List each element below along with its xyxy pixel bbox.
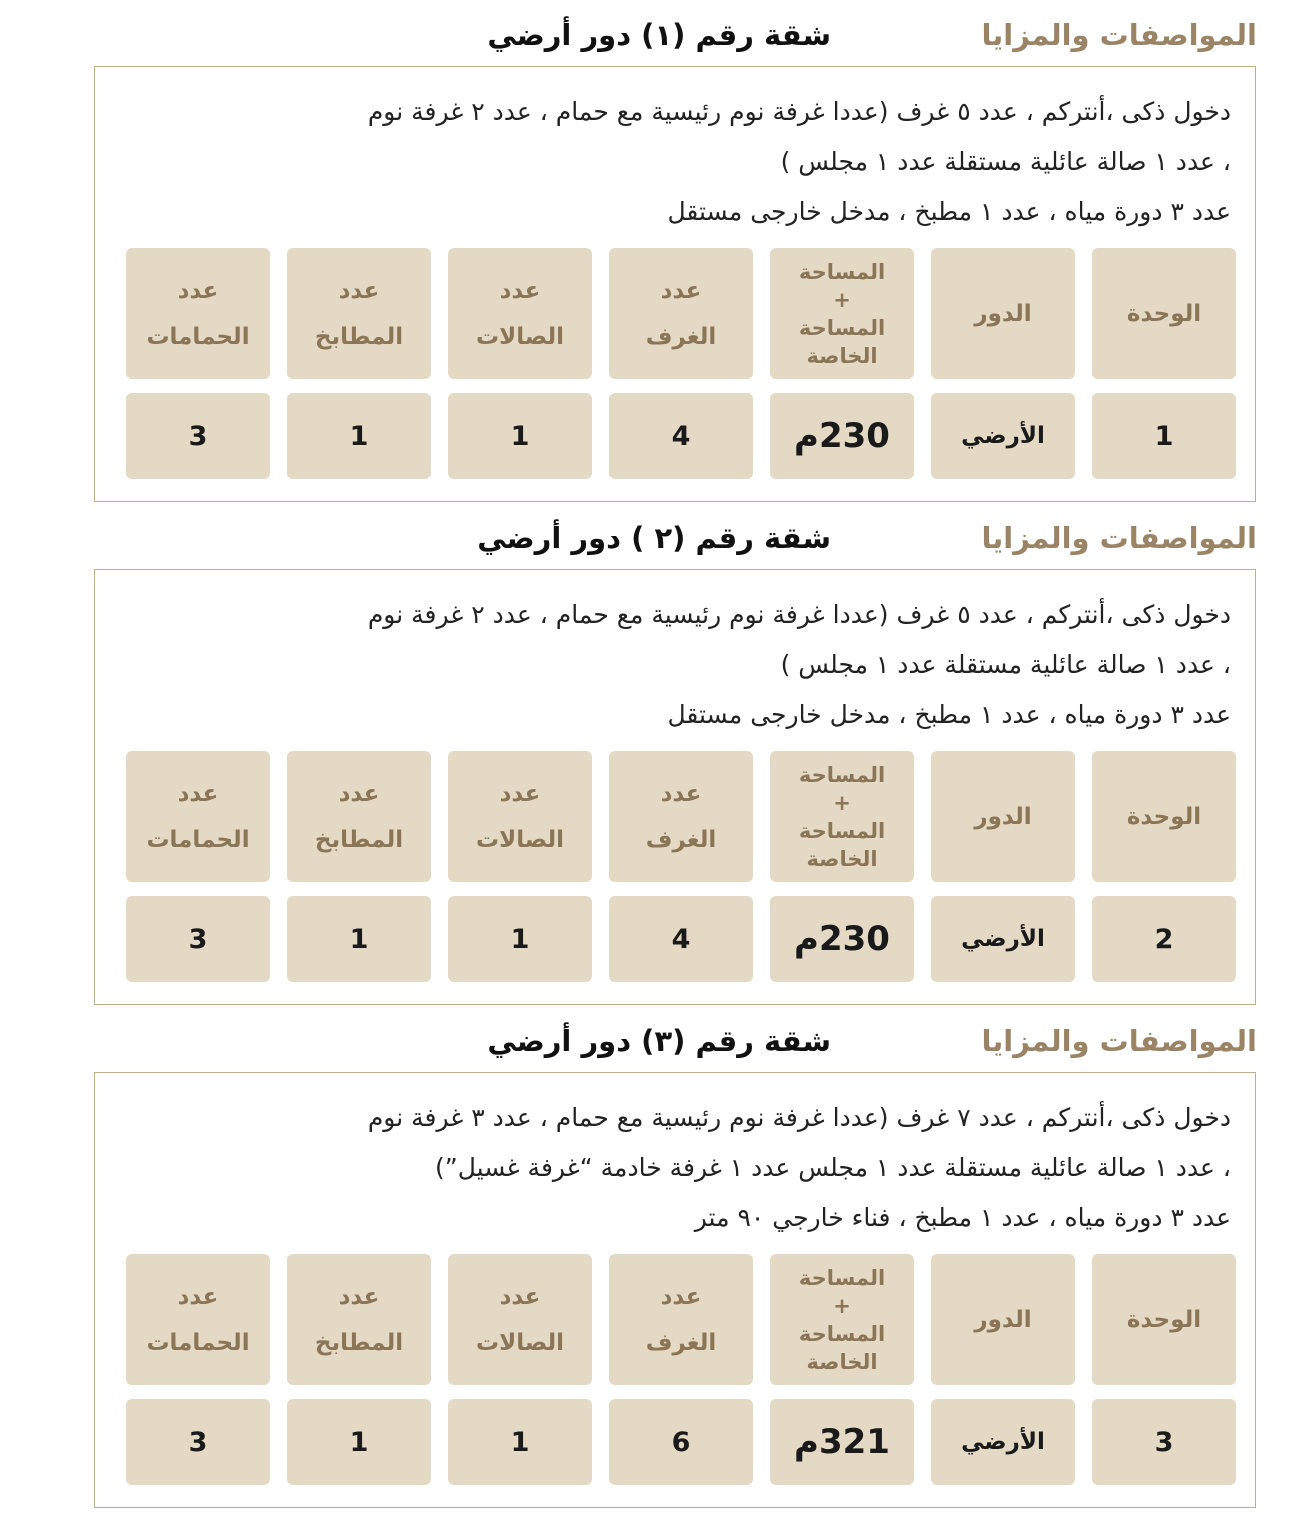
header-unit: الوحدة — [1092, 751, 1236, 882]
header-unit: الوحدة — [1092, 1254, 1236, 1385]
header-unit: الوحدة — [1092, 248, 1236, 379]
header-area: المساحة + المساحة الخاصة — [770, 248, 914, 379]
apartment-section-3 — [0, 1006, 1293, 1509]
header-kitchens: عدد المطابخ — [287, 248, 431, 379]
description-line: ، عدد ١ صالة عائلية مستقلة عدد ١ مجلس ) — [780, 650, 1231, 679]
header-area: المساحة + المساحة الخاصة — [770, 1254, 914, 1385]
value-unit: 2 — [1092, 896, 1236, 982]
description-line: عدد ٣ دورة مياه ، عدد ١ مطبخ ، فناء خارجي ٩٠ متر — [694, 1203, 1231, 1232]
description-line: عدد ٣ دورة مياه ، عدد ١ مطبخ ، مدخل خارجى مستقل — [667, 700, 1231, 729]
apartment-description — [171, 1093, 1231, 1243]
header-floor: الدور — [931, 248, 1075, 379]
value-floor: الأرضي — [931, 393, 1075, 479]
apartment-card — [94, 1072, 1256, 1508]
value-halls: 1 — [448, 1399, 592, 1485]
description-line: عدد ٣ دورة مياه ، عدد ١ مطبخ ، مدخل خارجى مستقل — [667, 197, 1231, 226]
header-floor: الدور — [931, 1254, 1075, 1385]
features-label: المواصفات والمزايا — [981, 521, 1257, 555]
value-area: 230م — [770, 896, 914, 982]
description-line: ، عدد ١ صالة عائلية مستقلة عدد ١ مجلس عدد ١ غرفة خادمة “غرفة غسيل”) — [435, 1153, 1231, 1182]
description-line: ، عدد ١ صالة عائلية مستقلة عدد ١ مجلس ) — [780, 147, 1231, 176]
value-bathrooms: 3 — [126, 1399, 270, 1485]
apartment-card — [94, 66, 1256, 502]
apartment-title: شقة رقم (٢ ) دور أرضي — [477, 521, 831, 555]
header-kitchens: عدد المطابخ — [287, 751, 431, 882]
value-bathrooms: 3 — [126, 393, 270, 479]
apartment-description — [171, 87, 1231, 237]
value-kitchens: 1 — [287, 1399, 431, 1485]
apartment-description — [171, 590, 1231, 740]
value-rooms: 4 — [609, 393, 753, 479]
apartment-section-2 — [0, 503, 1293, 1006]
value-halls: 1 — [448, 393, 592, 479]
value-floor: الأرضي — [931, 896, 1075, 982]
value-kitchens: 1 — [287, 896, 431, 982]
header-halls: عدد الصالات — [448, 248, 592, 379]
header-kitchens: عدد المطابخ — [287, 1254, 431, 1385]
apartment-section-1 — [0, 0, 1293, 503]
value-area: 321م — [770, 1399, 914, 1485]
description-line: دخول ذكى ،أنتركم ، عدد ٥ غرف (عددا غرفة نوم رئيسية مع حمام ، عدد ٢ غرفة نوم — [367, 600, 1231, 629]
apartment-title: شقة رقم (١) دور أرضي — [487, 18, 831, 52]
header-rooms: عدد الغرف — [609, 248, 753, 379]
header-bathrooms: عدد الحمامات — [126, 751, 270, 882]
description-line: دخول ذكى ،أنتركم ، عدد ٥ غرف (عددا غرفة نوم رئيسية مع حمام ، عدد ٢ غرفة نوم — [367, 97, 1231, 126]
header-halls: عدد الصالات — [448, 1254, 592, 1385]
header-bathrooms: عدد الحمامات — [126, 1254, 270, 1385]
features-label: المواصفات والمزايا — [981, 1024, 1257, 1058]
header-bathrooms: عدد الحمامات — [126, 248, 270, 379]
header-halls: عدد الصالات — [448, 751, 592, 882]
value-rooms: 6 — [609, 1399, 753, 1485]
apartment-card — [94, 569, 1256, 1005]
value-bathrooms: 3 — [126, 896, 270, 982]
value-floor: الأرضي — [931, 1399, 1075, 1485]
header-rooms: عدد الغرف — [609, 1254, 753, 1385]
header-rooms: عدد الغرف — [609, 751, 753, 882]
value-unit: 1 — [1092, 393, 1236, 479]
value-unit: 3 — [1092, 1399, 1236, 1485]
header-area: المساحة + المساحة الخاصة — [770, 751, 914, 882]
header-floor: الدور — [931, 751, 1075, 882]
value-halls: 1 — [448, 896, 592, 982]
value-area: 230م — [770, 393, 914, 479]
description-line: دخول ذكى ،أنتركم ، عدد ٧ غرف (عددا غرفة نوم رئيسية مع حمام ، عدد ٣ غرفة نوم — [367, 1103, 1231, 1132]
value-kitchens: 1 — [287, 393, 431, 479]
features-label: المواصفات والمزايا — [981, 18, 1257, 52]
apartment-title: شقة رقم (٣) دور أرضي — [487, 1024, 831, 1058]
value-rooms: 4 — [609, 896, 753, 982]
